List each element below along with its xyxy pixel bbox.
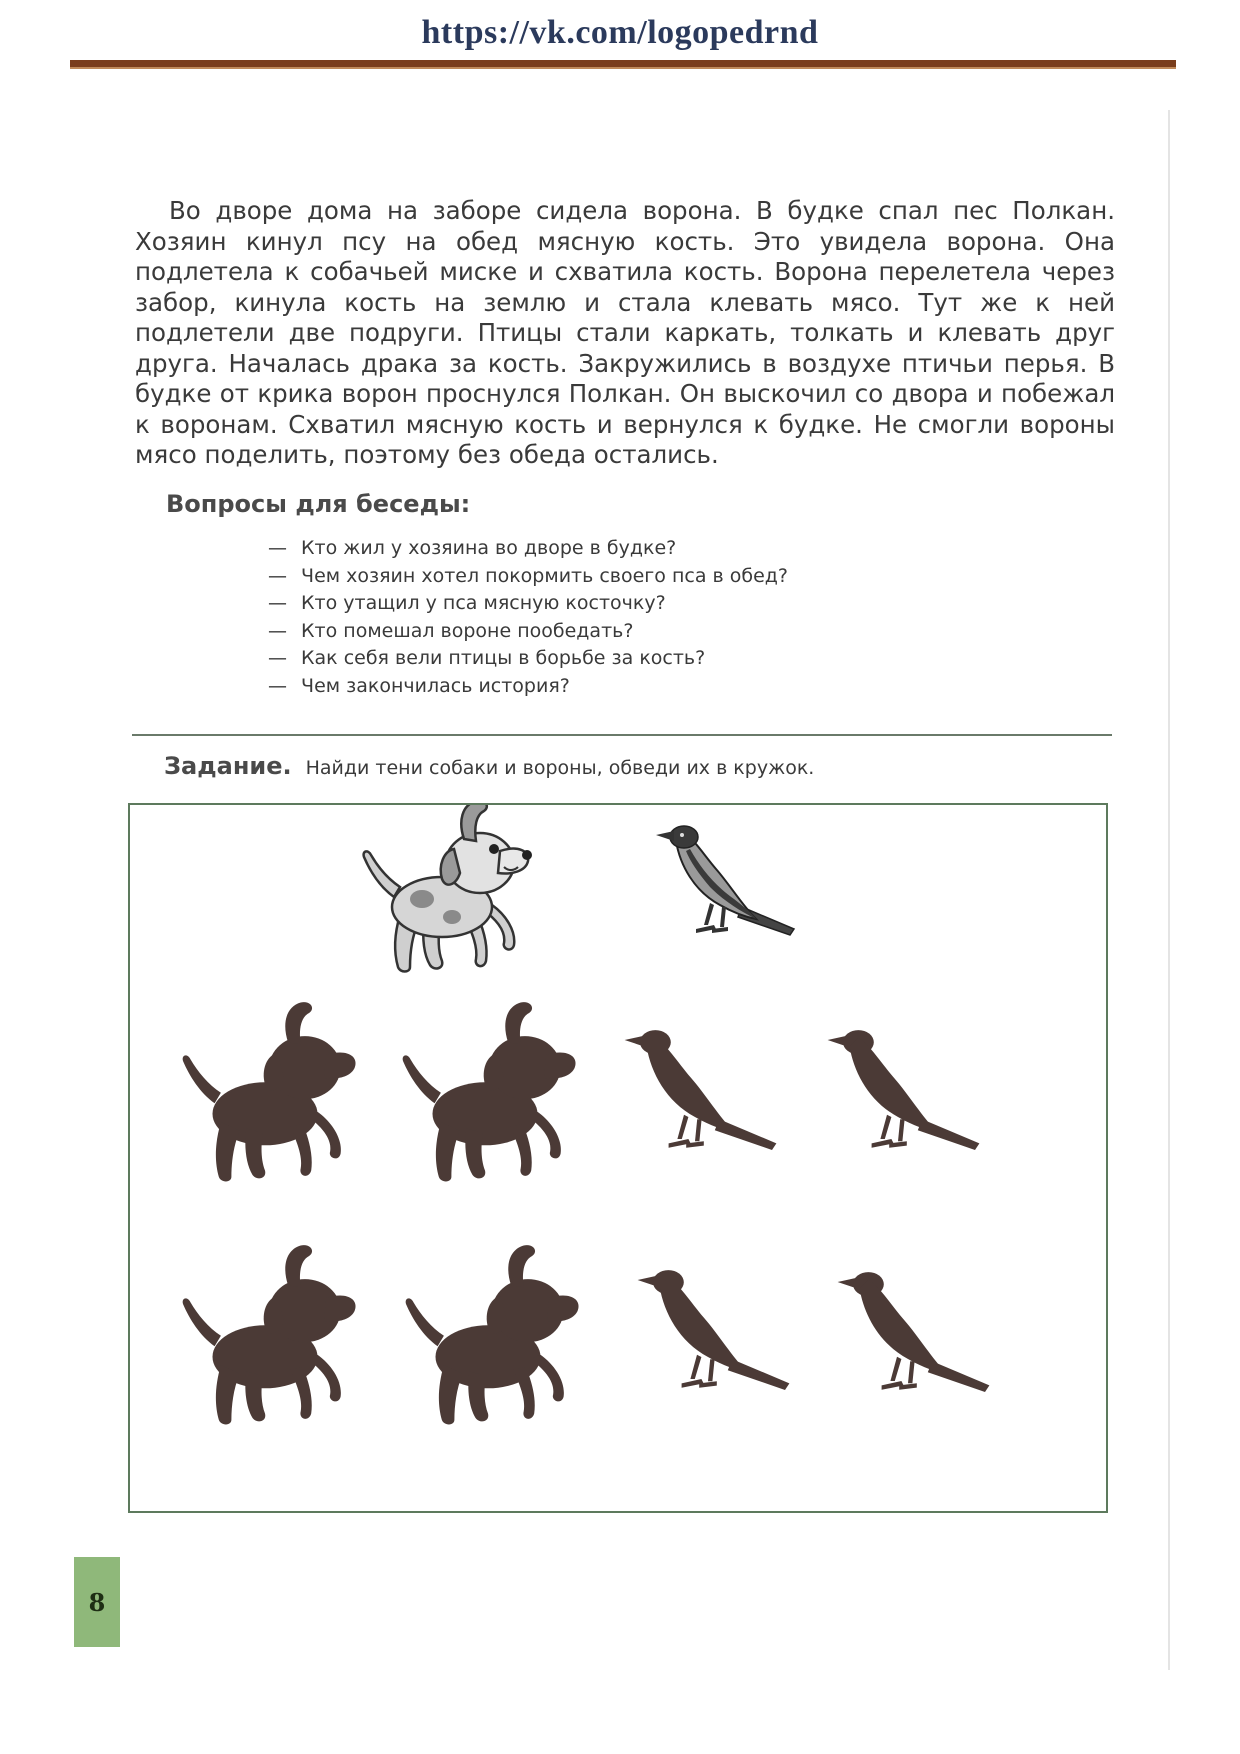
dog-shadow[interactable] xyxy=(406,1245,579,1424)
crow-shadow[interactable] xyxy=(838,1272,990,1392)
task-text: Найди тени собаки и вороны, обведи их в кружок. xyxy=(305,757,815,779)
page-number-badge xyxy=(74,1557,120,1647)
crow-shadow[interactable] xyxy=(625,1030,777,1150)
task-label: Задание. xyxy=(164,752,292,780)
header-rule xyxy=(70,60,1176,69)
question-item: — Как себя вели птицы в борьбе за кость? xyxy=(268,645,788,673)
crow-picture xyxy=(656,826,794,935)
dog-shadow[interactable] xyxy=(183,1245,356,1424)
section-divider xyxy=(132,734,1112,736)
dog-shadow[interactable] xyxy=(183,1002,356,1181)
questions-title: Вопросы для беседы: xyxy=(166,490,471,518)
question-item: — Кто помешал вороне пообедать? xyxy=(268,618,788,646)
story-text: Во дворе дома на заборе сидела ворона. В будке спал пес Полкан. Хозяин кинул псу на обед мясную кость. Это увидела ворона. Она подлетела к собачьей миске и схватила кость. Ворона перелетела через забор, кинула кость на землю и стала клевать мясо. Тут же к ней подлетели две подруги. Птицы стали каркать, толкать и клевать друг друга. Началась драка за кость. Закружились в воздухе птичьи перья. В будке от крика ворон проснулся Полкан. Он выскочил со двора и побежал к воронам. Схватил мясную кость и вернулся к будке. Не смогли вороны мясо поделить, поэтому без обеда остались. xyxy=(135,196,1115,469)
questions-list xyxy=(268,535,788,700)
question-item: — Чем закончилась история? xyxy=(268,673,788,701)
page-number: 8 xyxy=(88,1587,106,1617)
dog-picture xyxy=(364,805,532,972)
header-url[interactable]: https://vk.com/logopedrnd xyxy=(421,14,819,51)
crow-shadow[interactable] xyxy=(638,1270,790,1390)
illustration-frame xyxy=(128,803,1108,1513)
page-edge xyxy=(1168,110,1170,1670)
question-item: — Кто жил у хозяина во дворе в будке? xyxy=(268,535,788,563)
dog-shadow[interactable] xyxy=(403,1002,576,1181)
illustration-canvas xyxy=(130,805,1105,1510)
crow-shadow[interactable] xyxy=(828,1030,980,1150)
question-item: — Кто утащил у пса мясную косточку? xyxy=(268,590,788,618)
task-instruction xyxy=(164,752,814,780)
question-item: — Чем хозяин хотел покормить своего пса в обед? xyxy=(268,563,788,591)
